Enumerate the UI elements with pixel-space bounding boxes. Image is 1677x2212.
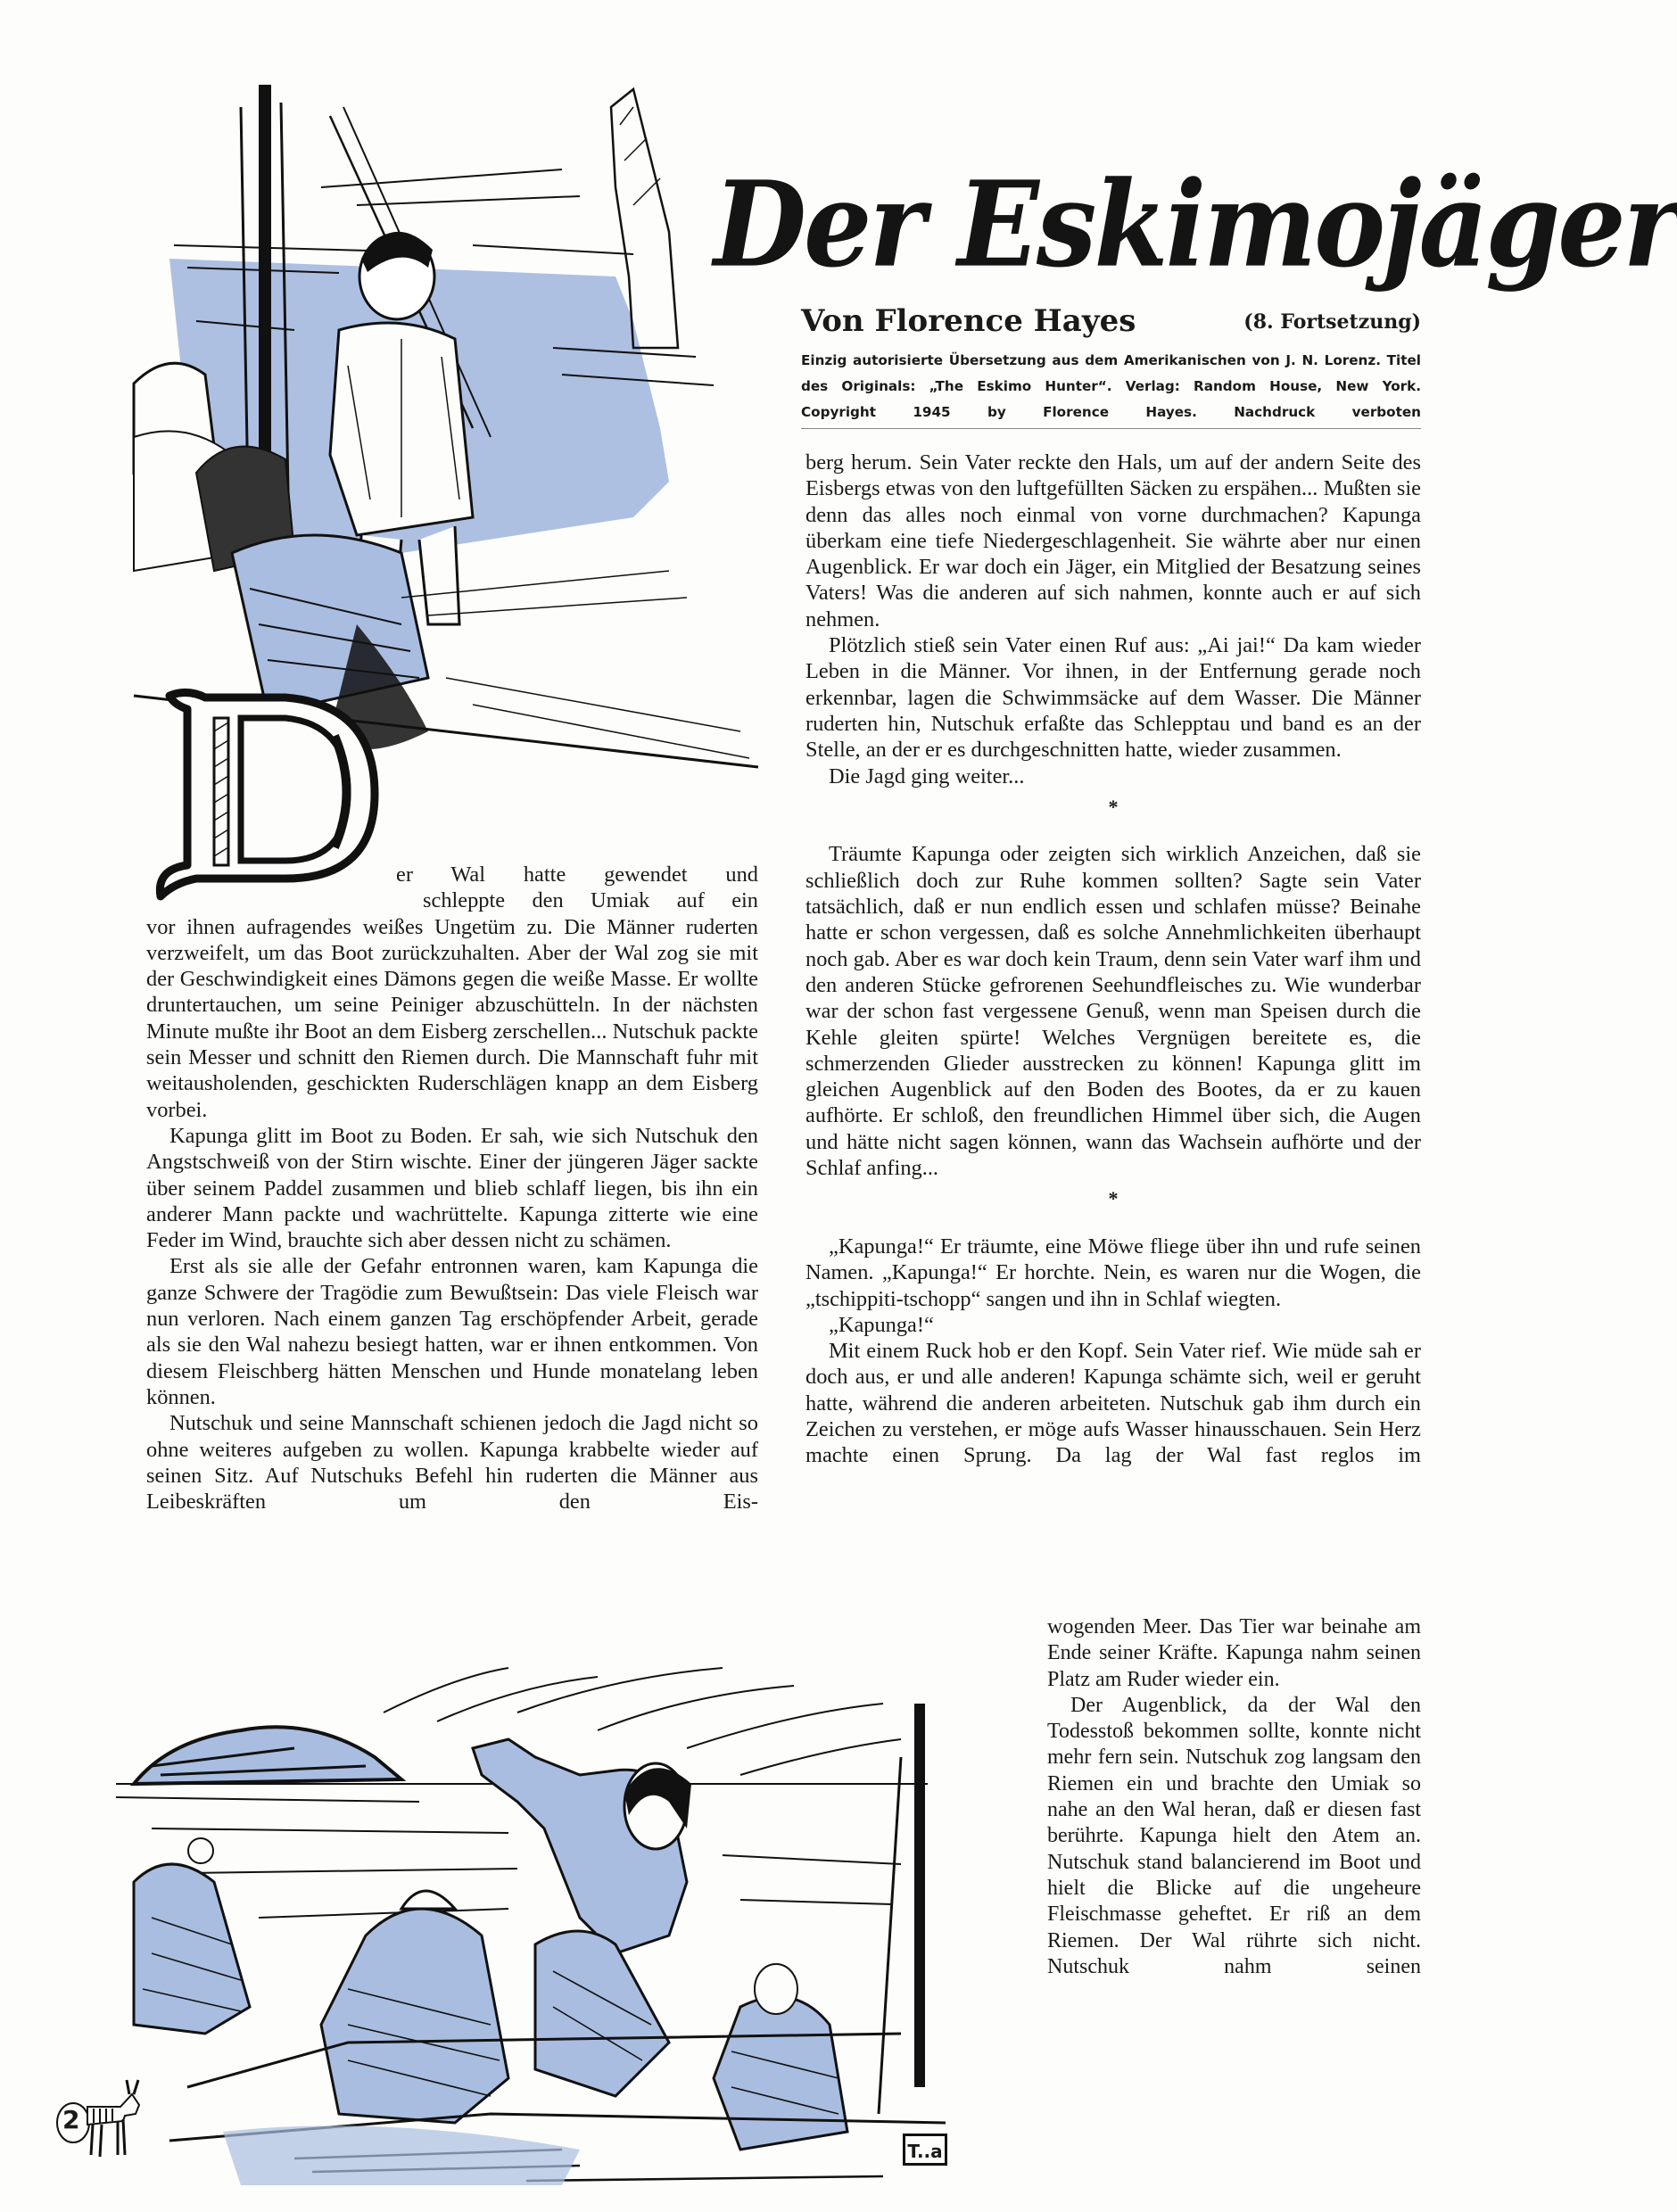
paragraph: wogenden Meer. Das Tier war beinahe am Ende seiner Kräfte. Kapunga nahm seinen Platz am Ruder wieder ein. bbox=[1047, 1615, 1421, 1691]
left-column bbox=[146, 862, 758, 1515]
episode-label: (8. Fortsetzung) bbox=[1243, 310, 1421, 334]
paragraph: vor ihnen aufragendes weißes Ungetüm zu. Die Männer ruderten verzweifelt, um das Boot zurückzuhalten. Aber der Wal zog sie mit der Geschwindigkeit eines Dämons gegen die weiße Masse. Er wollte druntertauchen, um seine Peiniger abzuschütteln. In der nächsten Minute mußte ihr Boot an dem Eisberg zerschellen... Nutschuk packte sein Messer und schnitt den Riemen durch. Die Mannschaft fuhr mit weitausholenden, geschickten Ruderschlägen knapp an dem Eisberg vorbei. bbox=[146, 914, 758, 1122]
paragraph: berg herum. Sein Vater reckte den Hals, um auf der andern Seite des Eisbergs etwas von den luftgefüllten Säcken zu erspähen... Mußten sie denn das alles noch einmal von vorne durchmachen? Kapunga überkam eine tiefe Niedergeschlagenheit. Sie währte aber nur einen Augenblick. Er war doch ein Jäger, ein Mitglied der Besatzung seines Vaters! Was die anderen auf sich nahmen, konnte auch er auf sich nehmen. bbox=[805, 450, 1421, 631]
bottom-illustration bbox=[116, 1650, 1008, 2185]
drop-cap-lead-line-2: schleppte den Umiak auf ein bbox=[423, 888, 758, 913]
illustrator-signature: T..a bbox=[903, 2134, 947, 2166]
right-column bbox=[805, 450, 1421, 1469]
divider-rule bbox=[801, 428, 1421, 429]
narrow-column bbox=[1047, 1614, 1421, 1980]
section-separator: * bbox=[1108, 1187, 1119, 1210]
section-separator: * bbox=[1108, 795, 1119, 818]
paragraph: Der Augenblick, da der Wal den Todesstoß bekommen sollte, konnte nicht mehr fern sein. Nutschuk zog langsam den Riemen ein und brachte den Umiak so nahe an den Wal heran, daß er diesen fast berührte. Kapunga hielt den Atem an. Nutschuk stand balancierend im Boot und hielt die Blicke auf die ungeheure Fleischmasse geheftet. Er riß an dem Riemen. Der Wal rührte sich nicht. Nutschuk nahm seinen bbox=[1047, 1693, 1421, 1978]
paragraph: „Kapunga!“ Er träumte, eine Möwe fliege über ihn und rufe seinen Namen. „Kapunga!“ Er horchte. Nein, es waren nur die Wogen, die „tschippiti-tschopp“ sangen und ihn in Schlaf wiegten. bbox=[805, 1234, 1421, 1311]
page-number: 2 bbox=[62, 2105, 80, 2134]
page-number-emblem bbox=[54, 2078, 152, 2158]
paragraph: Mit einem Ruck hob er den Kopf. Sein Vater rief. Wie müde sah er doch aus, er und alle anderen! Kapunga schämte sich, weil er geruht hatte, während die anderen arbeiteten. Nutschuk gab ihm durch ein Zeichen zu verstehen, er möge aufs Wasser hinausschauen. Sein Herz machte einen Sprung. Da lag der Wal fast reglos im bbox=[805, 1339, 1421, 1468]
paragraph: Plötzlich stieß sein Vater einen Ruf aus: „Ai jai!“ Da kam wieder Leben in die Männer. Vor ihnen, in der Entfernung gerade noch erkennbar, lagen die Schwimmsäcke auf dem Wasser. Die Männer ruderten hin, Nutschuk erfaßte das Schlepptau und band es an der Stelle, an der er es durchgeschnitten hatte, wieder zusammen. bbox=[805, 633, 1421, 763]
article-title: Der Eskimojäger bbox=[714, 155, 1677, 294]
paragraph: „Kapunga!“ bbox=[829, 1312, 934, 1337]
author-name: Von Florence Hayes bbox=[801, 303, 1136, 339]
paragraph: Träumte Kapunga oder zeigten sich wirklich Anzeichen, daß sie schließlich doch zur Ruhe kommen sollten? Sagte sein Vater tatsächlich, daß er nun endlich essen und schlafen müsse? Beinahe hatte er schon vergessen, daß es solche Annehmlichkeiten überhaupt noch gab. Aber es war doch kein Traum, denn sein Vater warf ihm und den anderen Stücke gefrorenen Seehundfleisches zu. Wie wunderbar war der schon fast vergessene Genuß, wenn man Speisen durch die Kehle gleiten spürte! Welches Vergnügen bereitete es, die schmerzenden Glieder ausstrecken zu können! Kapunga glitt im gleichen Augenblick auf den Boden des Bootes, da er zu kauen aufhörte. Er schloß, den freundlichen Himmel über sich, die Augen und hätte nicht sagen können, wann das Wachsein aufhörte und der Schlaf anfing... bbox=[805, 842, 1421, 1181]
drop-cap-lead-line-1: er Wal hatte gewendet und bbox=[396, 863, 758, 887]
paragraph: Nutschuk und seine Mannschaft schienen jedoch die Jagd nicht so ohne weiteres aufgeben zu wollen. Kapunga krabbelte wieder auf seinen Sitz. Auf Nutschuks Befehl hin ruderten die Männer aus Leibeskräften um den Eis- bbox=[146, 1411, 758, 1515]
paragraph: Kapunga glitt im Boot zu Boden. Er sah, wie sich Nutschuk den Angstschweiß von der Stirn wischte. Einer der jüngeren Jäger sackte über seinem Paddel zusammen und blieb schlaff liegen, bis ihn ein anderer Mann packte und wachrüttelte. Kapunga zitterte wie eine Feder im Wind, brauchte sich aber dessen nicht zu schämen. bbox=[146, 1123, 758, 1253]
paragraph: Die Jagd ging weiter... bbox=[829, 763, 1025, 788]
translation-credit: Einzig autorisierte Übersetzung aus dem Amerikanischen von J. N. Lorenz. Titel des Originals: „The Eskimo Hunter“. Verlag: Random House, New York. Copyright 1945 by Florence Hayes. Nachdruck verboten bbox=[801, 352, 1421, 420]
paragraph: Erst als sie alle der Gefahr entronnen waren, kam Kapunga die ganze Schwere der Tragödie zum Bewußtsein: Das viele Fleisch war nun verloren. Nach einem ganzen Tag erschöpfender Arbeit, gerade als sie den Wal nahezu besiegt hatten, war er ihnen entkommen. Von diesem Fleischberg hätten Menschen und Hunde monatelang leben können. bbox=[146, 1254, 758, 1409]
byline bbox=[801, 303, 1421, 348]
